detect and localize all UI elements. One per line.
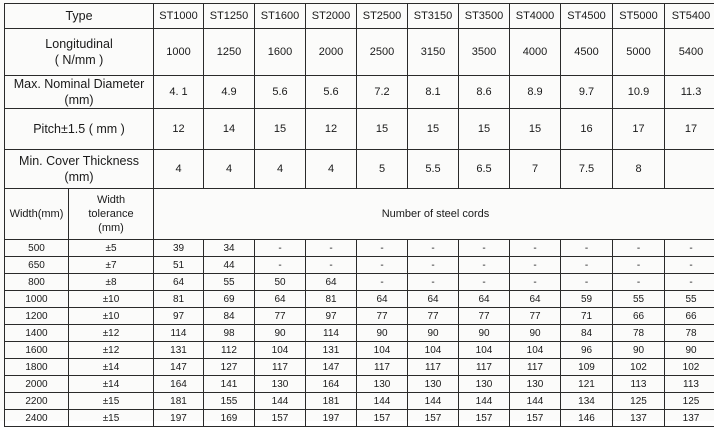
cord-count-cell: 146	[561, 410, 613, 427]
cord-count-cell: 131	[154, 342, 204, 359]
cord-count-cell: 84	[561, 325, 613, 342]
cord-count-cell: 147	[154, 359, 204, 376]
width-cell: 1400	[5, 325, 69, 342]
cover-cell: 5.5	[408, 150, 459, 189]
cord-count-cell: 64	[154, 274, 204, 291]
cord-count-cell: 134	[561, 393, 613, 410]
cord-count-cell: 104	[408, 342, 459, 359]
cord-count-cell: 147	[306, 359, 357, 376]
cord-count-cell: 64	[459, 291, 510, 308]
tolerance-label-line2: tolerance	[69, 207, 153, 221]
cord-count-cell: 64	[306, 274, 357, 291]
width-cell: 2400	[5, 410, 69, 427]
cover-cell: 6.5	[459, 150, 510, 189]
diameter-label-line1: Max. Nominal Diameter	[5, 76, 153, 92]
width-cell: 650	[5, 257, 69, 274]
cord-count-cell: 117	[459, 359, 510, 376]
tolerance-cell: ±12	[69, 325, 154, 342]
cord-count-cell: -	[561, 274, 613, 291]
cord-count-cell: 97	[306, 308, 357, 325]
cord-count-cell: 144	[255, 393, 306, 410]
cord-count-cell: -	[408, 274, 459, 291]
cord-count-cell: -	[306, 240, 357, 257]
grade-cell: ST1000	[154, 4, 204, 29]
cord-count-cell: -	[561, 240, 613, 257]
cord-count-cell: 130	[408, 376, 459, 393]
grade-cell: ST4500	[561, 4, 613, 29]
tolerance-cell: ±10	[69, 291, 154, 308]
tolerance-cell: ±10	[69, 308, 154, 325]
cord-count-cell: 157	[408, 410, 459, 427]
cord-count-cell: 98	[204, 325, 255, 342]
cover-cell: 4	[255, 150, 306, 189]
cord-count-cell: 125	[665, 393, 714, 410]
cover-label-line2: (mm)	[5, 169, 153, 185]
diameter-cell: 8.1	[408, 76, 459, 109]
grade-cell: ST2000	[306, 4, 357, 29]
cord-count-cell: 197	[306, 410, 357, 427]
cord-count-cell: 137	[665, 410, 714, 427]
longitudinal-row	[5, 29, 714, 76]
cord-count-cell: -	[255, 240, 306, 257]
pitch-cell: 15	[255, 109, 306, 150]
diameter-cell: 9.7	[561, 76, 613, 109]
grade-cell: ST2500	[357, 4, 408, 29]
longitudinal-cell: 5400	[665, 29, 714, 76]
diameter-cell: 5.6	[255, 76, 306, 109]
pitch-cell: 12	[154, 109, 204, 150]
cord-count-cell: 77	[255, 308, 306, 325]
width-header-row	[5, 189, 714, 240]
longitudinal-label	[5, 29, 154, 76]
cover-cell: 4	[204, 150, 255, 189]
table-row	[5, 342, 714, 359]
cord-count-cell: 181	[154, 393, 204, 410]
longitudinal-cell: 4000	[510, 29, 561, 76]
longitudinal-cell: 4500	[561, 29, 613, 76]
diameter-cell: 8.9	[510, 76, 561, 109]
cord-count-cell: 113	[665, 376, 714, 393]
pitch-cell: 15	[408, 109, 459, 150]
diameter-cell: 7.2	[357, 76, 408, 109]
cord-count-cell: -	[357, 257, 408, 274]
cord-count-cell: 117	[408, 359, 459, 376]
width-cell: 1600	[5, 342, 69, 359]
pitch-cell: 15	[459, 109, 510, 150]
cord-count-cell: 104	[357, 342, 408, 359]
cord-count-cell: 90	[459, 325, 510, 342]
cord-count-cell: 55	[665, 291, 714, 308]
cover-cell: 5	[357, 150, 408, 189]
cord-count-cell: 78	[613, 325, 665, 342]
cord-count-cell: 130	[357, 376, 408, 393]
cover-cell: 4	[154, 150, 204, 189]
cord-count-cell: -	[255, 257, 306, 274]
cord-count-cell: -	[665, 274, 714, 291]
cord-count-cell: 137	[613, 410, 665, 427]
tolerance-cell: ±15	[69, 410, 154, 427]
pitch-cell: 15	[510, 109, 561, 150]
diameter-cell: 11.3	[665, 76, 714, 109]
cord-count-cell: 77	[408, 308, 459, 325]
cord-count-cell: -	[613, 257, 665, 274]
cord-count-rows	[5, 240, 714, 427]
cord-count-cell: -	[561, 257, 613, 274]
cover-cell: 7	[510, 150, 561, 189]
cord-count-cell: 81	[154, 291, 204, 308]
tolerance-cell: ±7	[69, 257, 154, 274]
cover-cell: 8	[613, 150, 665, 189]
cord-count-cell: 50	[255, 274, 306, 291]
cord-count-cell: 157	[255, 410, 306, 427]
cord-count-cell: 77	[510, 308, 561, 325]
cord-count-cell: 102	[665, 359, 714, 376]
cord-count-cell: 144	[510, 393, 561, 410]
pitch-cell: 15	[357, 109, 408, 150]
cord-count-cell: -	[510, 257, 561, 274]
table-row	[5, 257, 714, 274]
diameter-cell: 4. 1	[154, 76, 204, 109]
cord-count-cell: 102	[613, 359, 665, 376]
longitudinal-label-line1: Longitudinal	[5, 36, 153, 52]
cord-count-cell: -	[665, 257, 714, 274]
longitudinal-cell: 5000	[613, 29, 665, 76]
grade-cell: ST1600	[255, 4, 306, 29]
pitch-label: Pitch±1.5 ( mm )	[5, 109, 154, 150]
cord-count-cell: 78	[665, 325, 714, 342]
cord-count-cell: -	[613, 274, 665, 291]
cord-count-cell: 144	[459, 393, 510, 410]
cord-count-cell: 130	[459, 376, 510, 393]
cord-count-cell: -	[357, 274, 408, 291]
grade-cell: ST5000	[613, 4, 665, 29]
pitch-cell: 17	[613, 109, 665, 150]
cover-cell: 7.5	[561, 150, 613, 189]
cover-cell	[665, 150, 714, 189]
cord-count-cell: -	[613, 240, 665, 257]
cord-count-cell: 117	[510, 359, 561, 376]
diameter-row	[5, 76, 714, 109]
cord-count-cell: 104	[459, 342, 510, 359]
cord-count-cell: 77	[459, 308, 510, 325]
grade-cell: ST4000	[510, 4, 561, 29]
type-label: Type	[5, 4, 154, 29]
cord-count-cell: 55	[204, 274, 255, 291]
pitch-cell: 12	[306, 109, 357, 150]
cord-count-cell: 90	[357, 325, 408, 342]
cord-count-cell: 66	[613, 308, 665, 325]
tolerance-cell: ±15	[69, 393, 154, 410]
cover-cell: 4	[306, 150, 357, 189]
cord-count-cell: 130	[255, 376, 306, 393]
grade-cell: ST1250	[204, 4, 255, 29]
tolerance-cell: ±8	[69, 274, 154, 291]
cover-label	[5, 150, 154, 189]
cord-count-cell: -	[510, 274, 561, 291]
longitudinal-cell: 2000	[306, 29, 357, 76]
width-cell: 2000	[5, 376, 69, 393]
cord-count-cell: 81	[306, 291, 357, 308]
cord-count-cell: 114	[306, 325, 357, 342]
tolerance-cell: ±5	[69, 240, 154, 257]
cord-count-cell: -	[306, 257, 357, 274]
cord-count-cell: 125	[613, 393, 665, 410]
table-row	[5, 393, 714, 410]
longitudinal-label-line2: ( N/mm )	[5, 52, 153, 68]
table-row	[5, 376, 714, 393]
cord-count-cell: 66	[665, 308, 714, 325]
cord-count-cell: 64	[510, 291, 561, 308]
width-cell: 800	[5, 274, 69, 291]
cord-count-cell: 181	[306, 393, 357, 410]
cord-count-cell: 69	[204, 291, 255, 308]
pitch-row	[5, 109, 714, 150]
width-cell: 1000	[5, 291, 69, 308]
cord-count-cell: 169	[204, 410, 255, 427]
width-cell: 500	[5, 240, 69, 257]
cord-count-cell: 164	[306, 376, 357, 393]
tolerance-cell: ±14	[69, 359, 154, 376]
cord-count-cell: 155	[204, 393, 255, 410]
cord-count-cell: 77	[357, 308, 408, 325]
cord-count-cell: 96	[561, 342, 613, 359]
cord-count-cell: 97	[154, 308, 204, 325]
tolerance-cell: ±12	[69, 342, 154, 359]
steel-cord-spec-table	[4, 3, 714, 427]
cord-count-cell: 141	[204, 376, 255, 393]
type-row	[5, 4, 714, 29]
cord-count-cell: 90	[665, 342, 714, 359]
cord-count-cell: -	[459, 240, 510, 257]
cord-count-cell: 112	[204, 342, 255, 359]
cord-count-cell: 90	[613, 342, 665, 359]
cord-count-cell: 104	[510, 342, 561, 359]
cord-count-cell: 71	[561, 308, 613, 325]
cord-count-cell: 44	[204, 257, 255, 274]
table-row	[5, 274, 714, 291]
cord-count-cell: 109	[561, 359, 613, 376]
longitudinal-cell: 2500	[357, 29, 408, 76]
table-row	[5, 359, 714, 376]
tolerance-label-line3: (mm)	[69, 221, 153, 235]
cord-count-cell: 117	[255, 359, 306, 376]
cord-count-cell: -	[510, 240, 561, 257]
cord-count-cell: 157	[510, 410, 561, 427]
cord-count-cell: 130	[510, 376, 561, 393]
table-row	[5, 308, 714, 325]
pitch-cell: 17	[665, 109, 714, 150]
pitch-cell: 14	[204, 109, 255, 150]
cord-count-cell: -	[357, 240, 408, 257]
tolerance-label-line1: Width	[69, 193, 153, 207]
grade-cell: ST3150	[408, 4, 459, 29]
cover-label-line1: Min. Cover Thickness	[5, 153, 153, 169]
cord-count-cell: 64	[255, 291, 306, 308]
width-label: Width(mm)	[5, 189, 69, 240]
cord-count-cell: 144	[357, 393, 408, 410]
cord-count-cell: -	[459, 257, 510, 274]
cord-count-cell: -	[665, 240, 714, 257]
cord-count-cell: 55	[613, 291, 665, 308]
width-cell: 2200	[5, 393, 69, 410]
cord-count-cell: 64	[408, 291, 459, 308]
cord-count-cell: 64	[357, 291, 408, 308]
cord-count-cell: 157	[459, 410, 510, 427]
grade-cell: ST3500	[459, 4, 510, 29]
longitudinal-cell: 1250	[204, 29, 255, 76]
cord-count-cell: 117	[357, 359, 408, 376]
longitudinal-cell: 1000	[154, 29, 204, 76]
tolerance-cell: ±14	[69, 376, 154, 393]
longitudinal-cell: 3500	[459, 29, 510, 76]
longitudinal-cell: 1600	[255, 29, 306, 76]
cord-count-cell: 59	[561, 291, 613, 308]
width-cell: 1200	[5, 308, 69, 325]
table-row	[5, 410, 714, 427]
cord-count-cell: 127	[204, 359, 255, 376]
diameter-cell: 5.6	[306, 76, 357, 109]
diameter-cell: 10.9	[613, 76, 665, 109]
grade-cell: ST5400	[665, 4, 714, 29]
cord-count-cell: 90	[510, 325, 561, 342]
table-row	[5, 325, 714, 342]
table-row	[5, 240, 714, 257]
cord-count-cell: 131	[306, 342, 357, 359]
pitch-cell: 16	[561, 109, 613, 150]
longitudinal-cell: 3150	[408, 29, 459, 76]
cord-count-cell: 39	[154, 240, 204, 257]
diameter-label	[5, 76, 154, 109]
cord-count-cell: 164	[154, 376, 204, 393]
cord-count-cell: 113	[613, 376, 665, 393]
cord-count-cell: 114	[154, 325, 204, 342]
cord-count-cell: 197	[154, 410, 204, 427]
cord-count-cell: 104	[255, 342, 306, 359]
cord-count-cell: 144	[408, 393, 459, 410]
cover-row	[5, 150, 714, 189]
width-tolerance-label	[69, 189, 154, 240]
diameter-cell: 8.6	[459, 76, 510, 109]
width-cell: 1800	[5, 359, 69, 376]
cord-count-cell: -	[408, 240, 459, 257]
cord-count-cell: 51	[154, 257, 204, 274]
table-row	[5, 291, 714, 308]
diameter-cell: 4.9	[204, 76, 255, 109]
cord-count-cell: 121	[561, 376, 613, 393]
cord-count-cell: -	[459, 274, 510, 291]
cord-count-cell: -	[408, 257, 459, 274]
cords-header: Number of steel cords	[154, 189, 714, 240]
cord-count-cell: 84	[204, 308, 255, 325]
diameter-label-line2: (mm)	[5, 92, 153, 108]
cord-count-cell: 90	[255, 325, 306, 342]
cord-count-cell: 157	[357, 410, 408, 427]
cord-count-cell: 90	[408, 325, 459, 342]
cord-count-cell: 34	[204, 240, 255, 257]
